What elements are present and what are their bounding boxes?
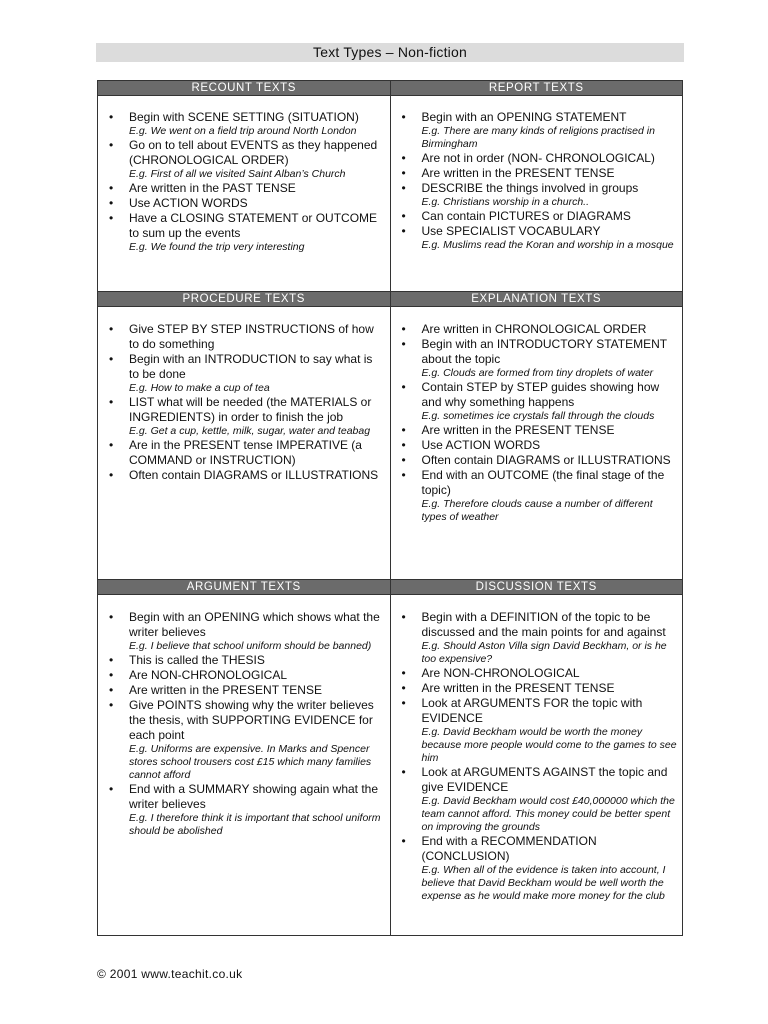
example-text: E.g. We found the trip very interesting <box>129 241 305 253</box>
list-item <box>402 438 679 453</box>
section-argument <box>98 595 391 936</box>
section-procedure <box>98 307 391 580</box>
discussion-list <box>402 610 679 903</box>
example-text: E.g. First of all we visited Saint Alban’s Church <box>129 168 346 180</box>
example-text: E.g. Therefore clouds cause a number of different types of weather <box>421 498 653 523</box>
list-item <box>109 668 386 683</box>
list-item <box>402 337 679 380</box>
example-text: E.g. When all of the evidence is taken into account, I believe that David Beckham would be well worth the expense as he would make more money for the club <box>421 864 666 902</box>
section-heading-explanation: EXPLANATION TEXTS <box>390 292 683 307</box>
example-text: E.g. Muslims read the Koran and worship in a mosque <box>421 239 674 251</box>
item-text: End with a RECOMMENDATION (CONCLUSION) <box>421 834 597 863</box>
section-heading-discussion: DISCUSSION TEXTS <box>390 580 683 595</box>
bullet-icon: • <box>401 696 406 710</box>
item-text: Are written in the PRESENT TENSE <box>421 681 615 695</box>
example-text: E.g. David Beckham would cost £40,000000 which the team cannot afford. This money could be better spent on improving the grounds <box>421 795 675 833</box>
item-text: Look at ARGUMENTS FOR the topic with EVIDENCE <box>421 696 643 725</box>
item-text: Are NON-CHRONOLOGICAL <box>421 666 580 680</box>
bullet-icon: • <box>401 438 406 452</box>
list-item <box>402 224 679 252</box>
section-recount <box>98 96 391 292</box>
item-text: Have a CLOSING STATEMENT or OUTCOME to sum up the events <box>129 211 378 240</box>
item-text: Often contain DIAGRAMS or ILLUSTRATIONS <box>129 468 379 482</box>
section-heading-report: REPORT TEXTS <box>390 81 683 96</box>
example-text: E.g. We went on a field trip around North London <box>129 125 357 137</box>
example-text: E.g. How to make a cup of tea <box>129 382 270 394</box>
list-item <box>109 468 386 483</box>
bullet-icon: • <box>401 380 406 394</box>
item-text: Can contain PICTURES or DIAGRAMS <box>421 209 631 223</box>
page-title: Text Types – Non-fiction <box>96 43 684 62</box>
list-item <box>402 423 679 438</box>
bullet-icon: • <box>401 181 406 195</box>
bullet-icon: • <box>109 698 114 712</box>
item-text: Are written in the PAST TENSE <box>129 181 296 195</box>
list-item <box>402 322 679 337</box>
list-item <box>402 666 679 681</box>
bullet-icon: • <box>109 181 114 195</box>
argument-list <box>109 610 386 838</box>
item-text: LIST what will be needed (the MATERIALS or INGREDIENTS) in order to finish the job <box>129 395 372 424</box>
bullet-icon: • <box>109 438 114 452</box>
example-text: E.g. David Beckham would be worth the money because more people would come to the games to see him <box>421 726 677 764</box>
bullet-icon: • <box>109 322 114 336</box>
list-item <box>402 209 679 224</box>
item-text: Begin with an OPENING which shows what the writer believes <box>129 610 380 639</box>
bullet-icon: • <box>401 209 406 223</box>
bullet-icon: • <box>109 782 114 796</box>
list-item <box>402 380 679 423</box>
text-types-table <box>97 80 683 936</box>
bullet-icon: • <box>109 211 114 225</box>
bullet-icon: • <box>401 423 406 437</box>
section-heading-argument: ARGUMENT TEXTS <box>98 580 391 595</box>
bullet-icon: • <box>401 834 406 848</box>
list-item <box>402 696 679 765</box>
list-item <box>402 468 679 524</box>
bullet-icon: • <box>109 468 114 482</box>
item-text: Begin with an INTRODUCTION to say what is to be done <box>129 352 373 381</box>
bullet-icon: • <box>109 352 114 366</box>
bullet-icon: • <box>109 683 114 697</box>
list-item <box>109 211 386 254</box>
procedure-list <box>109 322 386 483</box>
report-list <box>402 110 679 252</box>
bullet-icon: • <box>401 322 406 336</box>
example-text: E.g. I believe that school uniform should be banned) <box>129 640 372 652</box>
section-discussion <box>390 595 683 936</box>
item-text: DESCRIBE the things involved in groups <box>421 181 639 195</box>
item-text: Give STEP BY STEP INSTRUCTIONS of how to do something <box>129 322 374 351</box>
example-text: E.g. Should Aston Villa sign David Beckham, or is he too expensive? <box>421 640 667 665</box>
example-text: E.g. Clouds are formed from tiny droplets of water <box>421 367 654 379</box>
list-item <box>109 438 386 468</box>
bullet-icon: • <box>401 151 406 165</box>
list-item <box>402 151 679 166</box>
item-text: Give POINTS showing why the writer believes the thesis, with SUPPORTING EVIDENCE for each point <box>129 698 374 742</box>
copyright-footer: © 2001 www.teachit.co.uk <box>97 967 243 981</box>
bullet-icon: • <box>109 610 114 624</box>
example-text: E.g. Uniforms are expensive. In Marks and Spencer stores school trousers cost £15 which many families cannot afford <box>129 743 372 781</box>
item-text: Go on to tell about EVENTS as they happened (CHRONOLOGICAL ORDER) <box>129 138 378 167</box>
list-item <box>109 196 386 211</box>
bullet-icon: • <box>401 666 406 680</box>
item-text: Are NON-CHRONOLOGICAL <box>129 668 288 682</box>
item-text: Are not in order (NON- CHRONOLOGICAL) <box>421 151 655 165</box>
list-item <box>109 698 386 782</box>
item-text: Look at ARGUMENTS AGAINST the topic and give EVIDENCE <box>421 765 668 794</box>
item-text: Often contain DIAGRAMS or ILLUSTRATIONS <box>421 453 671 467</box>
item-text: Begin with an OPENING STATEMENT <box>421 110 627 124</box>
section-report <box>390 96 683 292</box>
item-text: Begin with an INTRODUCTORY STATEMENT about the topic <box>421 337 667 366</box>
explanation-list <box>402 322 679 524</box>
list-item <box>402 610 679 666</box>
bullet-icon: • <box>401 224 406 238</box>
item-text: Are written in the PRESENT TENSE <box>421 423 615 437</box>
list-item <box>109 782 386 838</box>
section-explanation <box>390 307 683 580</box>
bullet-icon: • <box>109 668 114 682</box>
list-item <box>402 181 679 209</box>
item-text: End with a SUMMARY showing again what the writer believes <box>129 782 379 811</box>
list-item <box>109 683 386 698</box>
example-text: E.g. There are many kinds of religions practised in Birmingham <box>421 125 655 150</box>
list-item <box>109 395 386 438</box>
item-text: Are written in CHRONOLOGICAL ORDER <box>421 322 647 336</box>
recount-list <box>109 110 386 254</box>
section-heading-recount: RECOUNT TEXTS <box>98 81 391 96</box>
example-text: E.g. I therefore think it is important that school uniform should be abolished <box>129 812 381 837</box>
section-heading-procedure: PROCEDURE TEXTS <box>98 292 391 307</box>
bullet-icon: • <box>401 468 406 482</box>
list-item <box>109 352 386 395</box>
item-text: Contain STEP by STEP guides showing how and why something happens <box>421 380 660 409</box>
list-item <box>109 610 386 653</box>
bullet-icon: • <box>109 138 114 152</box>
list-item <box>109 653 386 668</box>
item-text: Are in the PRESENT tense IMPERATIVE (a COMMAND or INSTRUCTION) <box>129 438 362 467</box>
list-item <box>109 322 386 352</box>
list-item <box>402 110 679 151</box>
bullet-icon: • <box>109 395 114 409</box>
item-text: Begin with a DEFINITION of the topic to be discussed and the main points for and against <box>421 610 666 639</box>
bullet-icon: • <box>109 196 114 210</box>
bullet-icon: • <box>401 337 406 351</box>
item-text: Begin with SCENE SETTING (SITUATION) <box>129 110 359 124</box>
example-text: E.g. Christians worship in a church.. <box>421 196 589 208</box>
item-text: Are written in the PRESENT TENSE <box>421 166 615 180</box>
bullet-icon: • <box>401 681 406 695</box>
bullet-icon: • <box>401 166 406 180</box>
bullet-icon: • <box>401 765 406 779</box>
list-item <box>402 453 679 468</box>
bullet-icon: • <box>401 453 406 467</box>
item-text: Are written in the PRESENT TENSE <box>129 683 322 697</box>
list-item <box>402 166 679 181</box>
list-item <box>109 110 386 138</box>
item-text: Use SPECIALIST VOCABULARY <box>421 224 601 238</box>
bullet-icon: • <box>401 610 406 624</box>
bullet-icon: • <box>401 110 406 124</box>
list-item <box>402 681 679 696</box>
bullet-icon: • <box>109 110 114 124</box>
example-text: E.g. sometimes ice crystals fall through the clouds <box>421 410 655 422</box>
item-text: This is called the THESIS <box>129 653 265 667</box>
list-item <box>402 765 679 834</box>
list-item <box>109 138 386 181</box>
bullet-icon: • <box>109 653 114 667</box>
example-text: E.g. Get a cup, kettle, milk, sugar, water and teabag <box>129 425 371 437</box>
item-text: End with an OUTCOME (the final stage of the topic) <box>421 468 665 497</box>
item-text: Use ACTION WORDS <box>129 196 248 210</box>
list-item <box>402 834 679 903</box>
list-item <box>109 181 386 196</box>
item-text: Use ACTION WORDS <box>421 438 541 452</box>
